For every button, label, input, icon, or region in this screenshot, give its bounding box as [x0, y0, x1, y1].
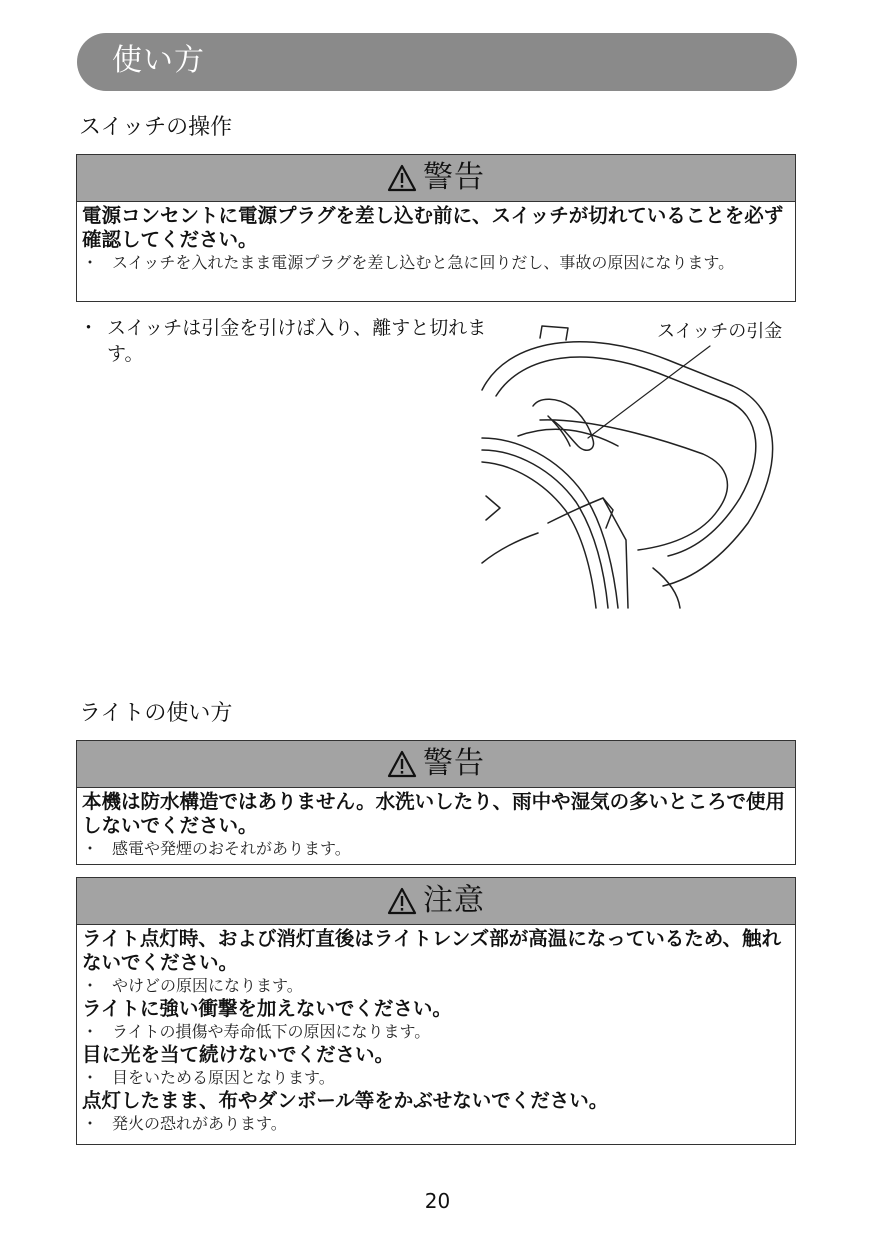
warning-header — [77, 741, 795, 788]
switch-section-title: スイッチの操作 — [79, 115, 233, 140]
caution-note-text: ライトの損傷や寿命低下の原因になります。 — [112, 1022, 431, 1041]
light-caution-box — [76, 877, 796, 1145]
page-title: 使い方 — [112, 43, 205, 78]
caution-main-text: 目に光を当て続けないでください。 — [82, 1043, 395, 1066]
bullet-mark: ・ — [82, 1068, 99, 1087]
trigger-callout-label: スイッチの引金 — [657, 321, 783, 342]
warning-note — [82, 838, 790, 860]
warning-label: 警告 — [423, 160, 485, 195]
bullet-mark: ・ — [82, 839, 99, 858]
light-warning-box — [76, 740, 796, 865]
caution-main-text: 点灯したまま、布やダンボール等をかぶせないでください。 — [82, 1089, 609, 1112]
caution-header — [77, 878, 795, 925]
page-number: 20 — [424, 1189, 451, 1213]
caution-note — [82, 1113, 790, 1135]
warning-triangle-icon — [387, 887, 417, 915]
warning-note-text: スイッチを入れたまま電源プラグを差し込むと急に回りだし、事故の原因になります。 — [112, 253, 735, 272]
bullet-mark: ・ — [82, 976, 99, 995]
bullet-mark: ・ — [82, 253, 99, 272]
light-section-title: ライトの使い方 — [79, 701, 233, 726]
warning-note — [82, 252, 790, 274]
warning-note-text: 感電や発煙のおそれがあります。 — [112, 839, 351, 858]
warning-triangle-icon — [387, 750, 417, 778]
caution-note-text: 発火の恐れがあります。 — [112, 1114, 287, 1133]
bullet-mark: ・ — [82, 1022, 99, 1041]
caution-main-text: ライト点灯時、および消灯直後はライトレンズ部が高温になっているため、触れないでください。 — [82, 927, 781, 974]
caution-note-text: 目をいためる原因となります。 — [112, 1068, 335, 1087]
switch-warning-box — [76, 154, 796, 302]
switch-instruction — [79, 315, 497, 367]
warning-main-text: 本機は防水構造ではありません。水洗いしたり、雨中や湿気の多いところで使用しないでください。 — [82, 790, 785, 837]
caution-note — [82, 975, 790, 997]
caution-note — [82, 1021, 790, 1043]
page-header-bar — [77, 33, 797, 91]
warning-label: 警告 — [423, 746, 485, 781]
trigger-switch-illustration — [478, 318, 798, 610]
caution-main-text: ライトに強い衝撃を加えないでください。 — [82, 997, 452, 1020]
bullet-mark: ・ — [79, 317, 99, 339]
bullet-mark: ・ — [82, 1114, 99, 1133]
caution-note-text: やけどの原因になります。 — [112, 976, 303, 995]
warning-main-text: 電源コンセントに電源プラグを差し込む前に、スイッチが切れていることを必ず確認してください。 — [82, 204, 784, 251]
caution-note — [82, 1067, 790, 1089]
caution-label: 注意 — [423, 883, 485, 918]
warning-triangle-icon — [387, 164, 417, 192]
switch-instruction-text: スイッチは引金を引けば入り、離すと切れます。 — [107, 317, 487, 365]
warning-header — [77, 155, 795, 202]
